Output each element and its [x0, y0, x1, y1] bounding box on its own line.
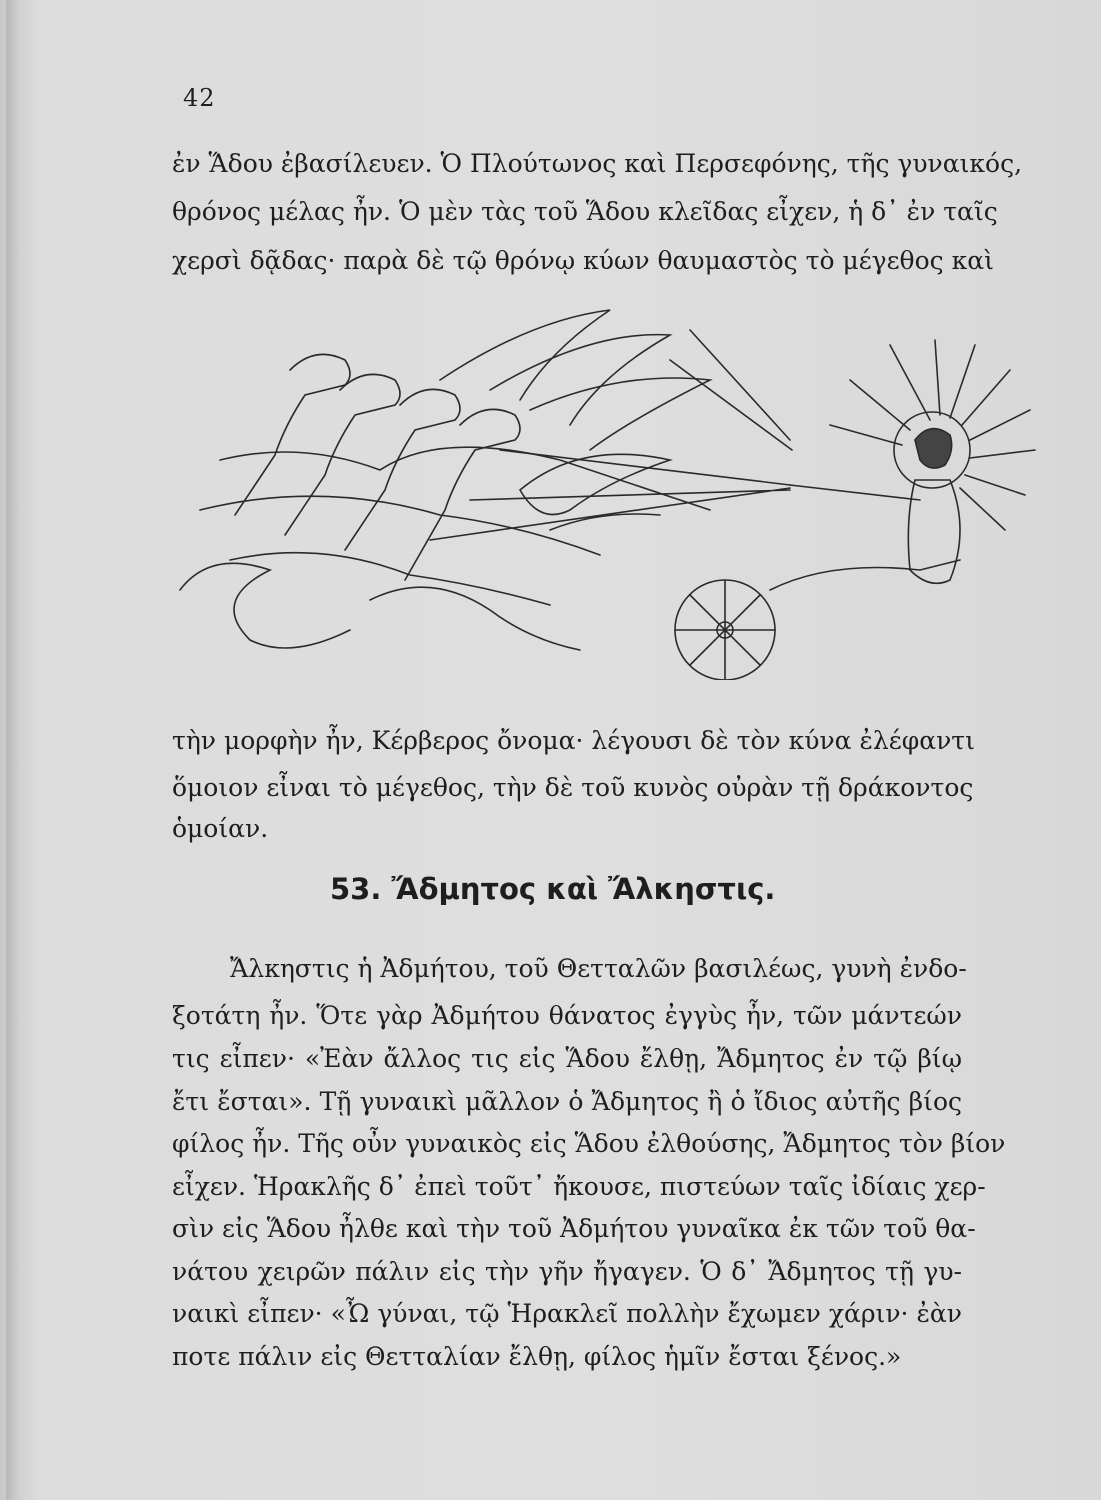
text-line: θρόνος μέλας ἦν. Ὁ μὲν τὰς τοῦ Ἅδου κλεῖδας εἶχεν, ἡ δ᾽ ἐν ταῖς	[172, 197, 998, 226]
text-line: σὶν εἰς Ἅδου ἦλθε καὶ τὴν τοῦ Ἀδμήτου γυναῖκα ἐκ τῶν τοῦ θα-	[172, 1214, 976, 1243]
text-line: ὅμοιον εἶναι τὸ μέγεθος, τὴν δὲ τοῦ κυνὸς οὐρὰν τῇ δράκοντος	[172, 773, 974, 802]
reins	[430, 450, 790, 540]
text-line: ναικὶ εἶπεν· «Ὦ γύναι, τῷ Ἡρακλεῖ πολλὴν ἔχωμεν χάριν· ἐὰν	[172, 1299, 962, 1328]
charioteer-arm	[790, 485, 920, 500]
text-line: φίλος ἦν. Τῆς οὖν γυναικὸς εἰς Ἅδου ἐλθούσης, Ἄδμητος τὸν βίον	[172, 1129, 1006, 1158]
text-line: ποτε πάλιν εἰς Θετταλίαν ἔλθῃ, φίλος ἡμῖν ἔσται ξένος.»	[172, 1342, 902, 1371]
charioteer-robe	[908, 480, 960, 583]
text-line: χερσὶ δᾷδας· παρὰ δὲ τῷ θρόνῳ κύων θαυμαστὸς τὸ μέγεθος καὶ	[172, 246, 994, 275]
text-line: Ἄλκηστις ἡ Ἀδμήτου, τοῦ Θετταλῶν βασιλέως, γυνὴ ἐνδο-	[230, 954, 967, 983]
horse-legs	[370, 587, 580, 650]
text-line: νάτου χειρῶν πάλιν εἰς τὴν γῆν ἤγαγεν. Ὁ δ᾽ Ἄδμητος τῇ γυ-	[172, 1257, 962, 1286]
section-heading: 53. Ἄδμητος καὶ Ἄλκηστις.	[330, 872, 776, 906]
chariot-pole	[670, 330, 792, 450]
text-line: ἔτι ἔσται». Τῇ γυναικὶ μᾶλλον ὁ Ἄδμητος ἢ ὁ ἴδιος αὐτῆς βίος	[172, 1087, 962, 1116]
helios-head	[915, 429, 952, 468]
page-edge-shadow	[6, 0, 20, 1500]
chariot-wheel	[675, 580, 775, 680]
text-line: ξοτάτη ἦν. Ὅτε γὰρ Ἀδμήτου θάνατος ἐγγὺς ἦν, τῶν μάντεών	[172, 1001, 962, 1030]
helios-chariot-illustration	[170, 300, 1050, 680]
text-line: εἶχεν. Ἡρακλῆς δ᾽ ἐπεὶ τοῦτ᾽ ἤκουσε, πιστεύων ταῖς ἰδίαις χερ-	[172, 1172, 986, 1201]
winged-horses	[200, 310, 710, 605]
text-line: τὴν μορφὴν ἦν, Κέρβερος ὄνομα· λέγουσι δὲ τὸν κύνα ἐλέφαντι	[172, 726, 975, 755]
page-number: 42	[183, 84, 216, 112]
text-line: ἐν Ἅδου ἐβασίλευεν. Ὁ Πλούτωνος καὶ Περσεφόνης, τῆς γυναικός,	[172, 149, 1023, 178]
text-line: ὁμοίαν.	[172, 814, 269, 843]
chariot-body	[770, 560, 960, 590]
cloud	[180, 563, 350, 648]
text-line: τις εἶπεν· «Ἐὰν ἄλλος τις εἰς Ἅδου ἔλθῃ, Ἄδμητος ἐν τῷ βίῳ	[172, 1044, 962, 1073]
